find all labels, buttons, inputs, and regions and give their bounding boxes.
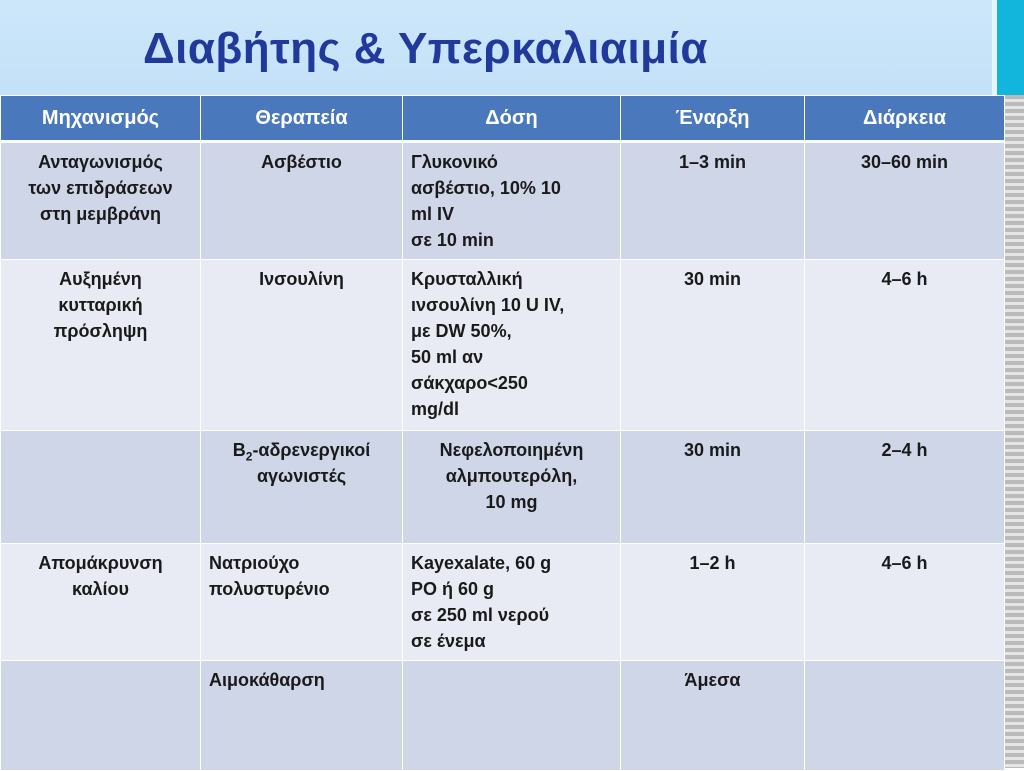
cell-line: ινσουλίνη 10 U IV,: [411, 295, 565, 315]
therapy-subscript: 2: [245, 449, 253, 464]
cell-mechanism: [1, 431, 201, 544]
cell-onset: Άμεσα: [621, 661, 805, 771]
header-mechanism: Μηχανισμός: [1, 96, 201, 142]
therapy-table: [0, 95, 1005, 771]
cell-line: σε ένεμα: [411, 631, 486, 651]
table-row: [1, 544, 1005, 661]
cell-therapy: [201, 544, 403, 661]
cell-onset: 1–2 h: [621, 544, 805, 661]
cell-duration: 4–6 h: [805, 544, 1005, 661]
cell-line: αγωνιστές: [256, 466, 347, 486]
cell-line: Ανταγωνισμός: [38, 152, 163, 172]
cell-line: Νατριούχο: [209, 553, 300, 573]
cell-line: πρόσληψη: [53, 321, 148, 341]
cell-mechanism: [1, 661, 201, 771]
header-dose: Δόση: [403, 96, 621, 142]
cell-line: σε 250 ml νερού: [411, 605, 550, 625]
cell-dose: [403, 260, 621, 431]
therapy-suffix: -αδρενεργικοί: [252, 440, 371, 460]
accent-gap: [992, 0, 997, 95]
cell-line: στη μεμβράνη: [39, 204, 162, 224]
cell-dose: [403, 142, 621, 260]
cell-line: Νεφελοποιημένη: [439, 440, 584, 460]
cell-line: mg/dl: [411, 399, 459, 419]
cell-dose: [403, 544, 621, 661]
cell-line: με DW 50%,: [411, 321, 512, 341]
cell-line: των επιδράσεων: [28, 178, 173, 198]
cell-line: PO ή 60 g: [411, 579, 495, 599]
cell-line: Kayexalate, 60 g: [411, 553, 552, 573]
cell-line: Ασβέστιο: [261, 152, 342, 172]
table-row: [1, 142, 1005, 260]
cell-line: Αιμοκάθαρση: [209, 670, 325, 690]
cell-line: 50 ml αν: [411, 347, 484, 367]
cell-line: Κρυσταλλική: [411, 269, 523, 289]
cell-duration: 30–60 min: [805, 142, 1005, 260]
header-therapy: Θεραπεία: [201, 96, 403, 142]
cell-line: καλίου: [72, 579, 129, 599]
header-onset: Έναρξη: [621, 96, 805, 142]
cell-onset: 1–3 min: [621, 142, 805, 260]
cell-therapy: [201, 431, 403, 544]
cell-duration: 4–6 h: [805, 260, 1005, 431]
cell-duration: 2–4 h: [805, 431, 1005, 544]
table-row: [1, 260, 1005, 431]
cell-line: ml IV: [411, 204, 455, 224]
cell-line: Αυξημένη: [59, 269, 142, 289]
cell-line: Απομάκρυνση: [38, 553, 163, 573]
decorative-stripes: [1004, 95, 1024, 768]
cell-line: σάκχαρο<250: [411, 373, 528, 393]
cell-duration: [805, 661, 1005, 771]
cell-line: 10 mg: [485, 492, 538, 512]
cell-line: [209, 437, 394, 463]
cell-therapy: [201, 260, 403, 431]
cell-mechanism: [1, 260, 201, 431]
cell-line: σε 10 min: [411, 230, 494, 250]
cell-therapy: [201, 142, 403, 260]
cell-line: κυτταρική: [58, 295, 143, 315]
cell-line: Γλυκονικό: [411, 152, 498, 172]
cell-mechanism: [1, 142, 201, 260]
cell-dose: [403, 661, 621, 771]
cell-onset: 30 min: [621, 431, 805, 544]
cell-mechanism: [1, 544, 201, 661]
cell-therapy: [201, 661, 403, 771]
table-row: [1, 431, 1005, 544]
cell-line: αλμπουτερόλη,: [445, 466, 578, 486]
cell-dose: [403, 431, 621, 544]
therapy-prefix: Β: [232, 440, 246, 460]
cell-line: Ινσουλίνη: [259, 269, 344, 289]
table-header-row: [1, 96, 1005, 142]
cell-onset: 30 min: [621, 260, 805, 431]
cell-line: ασβέστιο, 10% 10: [411, 178, 561, 198]
cell-line: πολυστυρένιο: [209, 579, 330, 599]
table-row: [1, 661, 1005, 771]
slide-title: Διαβήτης & Υπερκαλιαιμία: [143, 24, 708, 73]
header-duration: Διάρκεια: [805, 96, 1005, 142]
